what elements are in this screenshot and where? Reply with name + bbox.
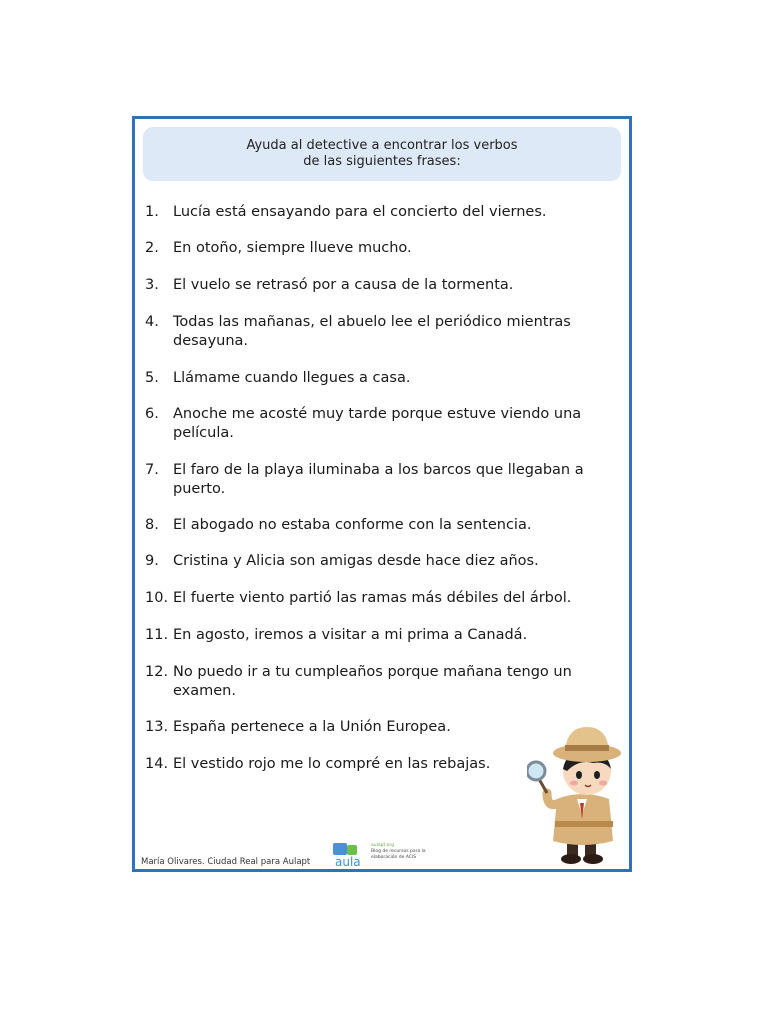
list-item bbox=[145, 405, 605, 443]
list-item bbox=[145, 589, 605, 608]
item-text: El fuerte viento partió las ramas más débiles del árbol. bbox=[173, 590, 572, 606]
list-item bbox=[145, 369, 605, 388]
item-text: Cristina y Alicia son amigas desde hace diez años. bbox=[173, 553, 539, 569]
item-number: 12. bbox=[145, 664, 169, 680]
item-text: El vestido rojo me lo compré en las rebajas. bbox=[173, 756, 491, 772]
list-item bbox=[145, 203, 605, 222]
item-text: Lucía está ensayando para el concierto del viernes. bbox=[173, 204, 547, 220]
item-number: 14. bbox=[145, 756, 169, 772]
item-text: No puedo ir a tu cumpleaños porque mañana tengo un examen. bbox=[173, 664, 572, 699]
item-text: España pertenece a la Unión Europea. bbox=[173, 719, 451, 735]
item-text: En agosto, iremos a visitar a mi prima a Canadá. bbox=[173, 627, 528, 643]
instruction-line-1: Ayuda al detective a encontrar los verbos bbox=[246, 138, 518, 153]
item-number: 5. bbox=[145, 370, 159, 386]
worksheet bbox=[132, 116, 632, 872]
item-number: 4. bbox=[145, 314, 159, 330]
item-number: 9. bbox=[145, 553, 159, 569]
item-number: 10. bbox=[145, 590, 169, 606]
item-text: Anoche me acosté muy tarde porque estuve viendo una película. bbox=[173, 406, 582, 441]
item-text: El abogado no estaba conforme con la sentencia. bbox=[173, 517, 532, 533]
item-number: 13. bbox=[145, 719, 169, 735]
magnifying-glass-icon bbox=[527, 762, 545, 780]
list-item bbox=[145, 239, 605, 258]
item-number: 1. bbox=[145, 204, 159, 220]
instruction-header bbox=[143, 127, 621, 181]
item-number: 2. bbox=[145, 240, 159, 256]
instruction-line-2: de las siguientes frases: bbox=[303, 154, 461, 169]
aulapt-logo bbox=[331, 841, 371, 869]
logo-word: aula bbox=[335, 855, 361, 869]
item-number: 11. bbox=[145, 627, 169, 643]
item-text: En otoño, siempre llueve mucho. bbox=[173, 240, 412, 256]
list-item bbox=[145, 626, 605, 645]
list-item bbox=[145, 313, 605, 351]
logo-caption: Blog de recursos para la elaboración de ACIS bbox=[371, 849, 426, 860]
item-number: 3. bbox=[145, 277, 159, 293]
list-item bbox=[145, 663, 605, 701]
item-text: El vuelo se retrasó por a causa de la tormenta. bbox=[173, 277, 514, 293]
item-text: Todas las mañanas, el abuelo lee el periódico mientras desayuna. bbox=[173, 314, 571, 349]
item-text: El faro de la playa iluminaba a los barcos que llegaban a puerto. bbox=[173, 462, 584, 497]
logo-url: aulapt.org bbox=[371, 843, 395, 848]
list-item bbox=[145, 552, 605, 571]
list-item bbox=[145, 755, 525, 774]
item-number: 6. bbox=[145, 406, 159, 422]
author-credit: María Olivares. Ciudad Real para Aulapt bbox=[141, 857, 311, 867]
item-number: 8. bbox=[145, 517, 159, 533]
item-number: 7. bbox=[145, 462, 159, 478]
list-item bbox=[145, 276, 605, 295]
list-item bbox=[145, 461, 605, 499]
detective-illustration bbox=[527, 719, 637, 869]
list-item bbox=[145, 516, 605, 535]
logo-caption-block bbox=[371, 843, 431, 861]
item-text: Llámame cuando llegues a casa. bbox=[173, 370, 411, 386]
